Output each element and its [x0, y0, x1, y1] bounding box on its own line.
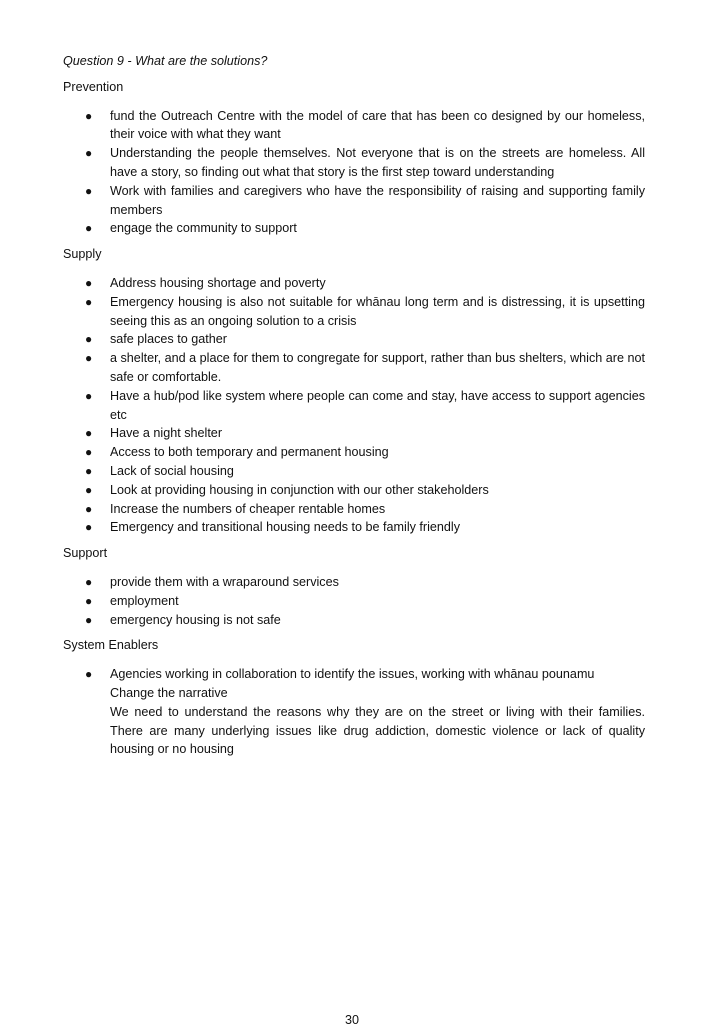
bullet-icon: ● — [85, 612, 93, 627]
support-list — [63, 573, 645, 629]
list-item: ● employment — [63, 592, 645, 611]
list-item: ● provide them with a wraparound services — [63, 573, 645, 592]
bullet-icon: ● — [85, 574, 93, 589]
document-page — [63, 52, 645, 766]
item-line: Change the narrative — [110, 685, 228, 700]
bullet-icon: ● — [85, 426, 93, 441]
list-item: ● Emergency housing is also not suitable for whānau long term and is distressing, it is upsetting seeing this as an ongoing solution to a crisis — [85, 294, 645, 328]
supply-list — [63, 274, 645, 537]
section-heading-support: Support — [63, 546, 108, 561]
list-item: ● Access to both temporary and permanent housing — [63, 443, 645, 462]
list-item: ● Address housing shortage and poverty — [63, 274, 645, 293]
list-item: ● engage the community to support — [63, 219, 645, 238]
list-item — [63, 665, 645, 759]
bullet-icon: ● — [85, 501, 93, 516]
list-item: ● Increase the numbers of cheaper rentable homes — [63, 500, 645, 519]
bullet-icon: ● — [85, 463, 93, 478]
page-number: 30 — [344, 1013, 359, 1027]
bullet-icon: ● — [85, 146, 93, 161]
bullet-icon: ● — [85, 294, 93, 309]
question-title: Question 9 - What are the solutions? — [63, 54, 268, 68]
bullet-icon: ● — [85, 445, 93, 460]
item-line: We need to understand the reasons why they are on the street or living with their families. There are many underlying issues like drug addiction, domestic violence or lack of quality housing or no housing — [110, 704, 645, 757]
bullet-icon: ● — [85, 183, 93, 198]
list-item: ● Emergency and transitional housing needs to be family friendly — [63, 518, 645, 537]
system-enablers-list — [63, 665, 645, 759]
list-item: ● safe places to gather — [63, 330, 645, 349]
bullet-icon: ● — [85, 221, 93, 236]
list-item: ● a shelter, and a place for them to congregate for support, rather than bus shelters, which are not safe or comfortable. — [85, 351, 645, 384]
list-item: ● Lack of social housing — [63, 462, 645, 481]
list-item: ● Work with families and caregivers who have the responsibility of raising and supporting family members — [85, 183, 645, 217]
bullet-icon: ● — [85, 388, 93, 403]
bullet-icon: ● — [85, 520, 93, 535]
bullet-icon: ● — [85, 482, 93, 497]
list-item: ● fund the Outreach Centre with the model of care that has been co designed by our homeless, their voice with what they want — [85, 108, 645, 142]
bullet-icon: ● — [85, 332, 93, 347]
list-item: ● Have a night shelter — [63, 424, 645, 443]
item-line: Agencies working in collaboration to identify the issues, working with whānau pounamu — [110, 667, 595, 682]
list-item: ● Have a hub/pod like system where people can come and stay, have access to support agencies etc — [85, 388, 645, 422]
bullet-icon: ● — [85, 593, 93, 608]
section-heading-prevention: Prevention — [63, 79, 124, 94]
list-item: ● emergency housing is not safe — [63, 611, 645, 630]
prevention-list — [63, 107, 645, 239]
section-heading-supply: Supply — [63, 247, 102, 262]
list-item: ● Look at providing housing in conjunction with our other stakeholders — [63, 481, 645, 500]
bullet-icon: ● — [85, 351, 93, 366]
section-heading-system-enablers: System Enablers — [63, 638, 159, 653]
bullet-icon: ● — [85, 667, 93, 682]
bullet-icon: ● — [85, 108, 93, 123]
bullet-icon: ● — [85, 275, 93, 290]
list-item: ● Understanding the people themselves. Not everyone that is on the streets are homeless. All have a story, so finding out what that story is the first step toward understanding — [85, 146, 645, 179]
